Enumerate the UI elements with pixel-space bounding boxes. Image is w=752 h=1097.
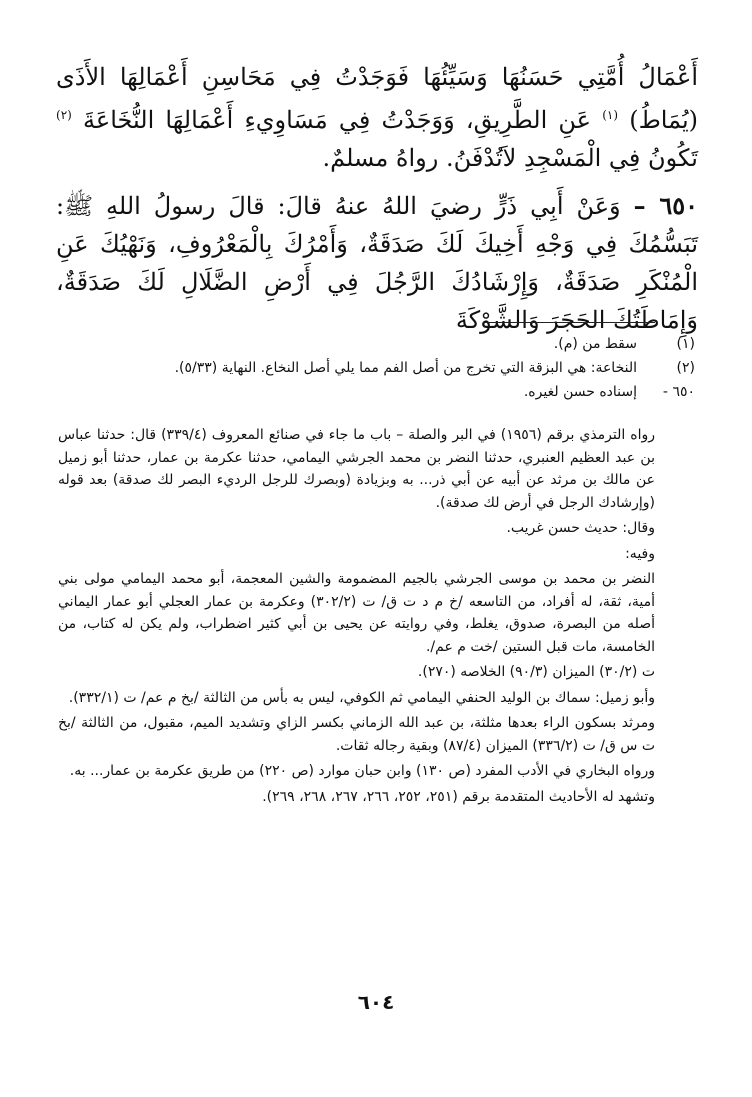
footnote-marker-1: (١) <box>602 108 619 122</box>
footnote-item <box>58 380 695 404</box>
takhrij-paragraph: وأبو زميل: سماك بن الوليد الحنفي اليمامي ثم الكوفي، ليس به بأس من الثالثة /بخ م عم/ ت (٣٣٢/١). <box>68 689 655 706</box>
takhrij-paragraph: النضر بن محمد بن موسى الجرشي بالجيم المضمومة والشين المعجمة، أبو محمد اليمامي مولى بني أمية، ثقة، له أفراد، من التاسعه /خ م د ت ق/ ت (٣٠٢/٢) وعكرمة بن عمار العجلي أبو عمار اليماني أصله من البصرة، صدوق، يغلط، وفي روايته عن يحيى بن أبي كثير اضطراب، ولم يكن له كتاب، من الخامسة، مات قبل الستين /خت م عم/. <box>58 571 655 655</box>
takhrij-paragraph: ت (٣٠/٢) الميزان (٩٠/٣) الخلاصه (٢٧٠). <box>417 664 655 680</box>
takhrij-notes <box>58 424 655 811</box>
hadith-number: ٦٥٠ – <box>633 191 699 220</box>
footnote-marker: (١) <box>676 336 695 352</box>
intro-part-2: عَنِ الطَّرِيقِ، وَوَجَدْتُ فِي مَسَاوِيءِ أَعْمَالِهَا النُّخَاعَةَ <box>83 106 592 134</box>
hadith-650 <box>56 187 698 339</box>
takhrij-paragraph: رواه الترمذي برقم (١٩٥٦) في البر والصلة – باب ما جاء في صنائع المعروف (٣٣٩/٤) قال: حدثنا عباس بن عبد العظيم العنبري، حدثنا النضر بن محمد الجرشي اليمامي، حدثنا عكرمة بن عمار، حدثنا أبو زميل عن مالك بن مرثد عن أبيه عن أبي ذر... به وبزيادة (وبصرك للرجل الرديء البصر لك صدقة) بعد قوله (وإرشادك الرجل في أرض لك صدقة). <box>58 427 655 511</box>
footnote-divider <box>483 322 655 323</box>
takhrij-paragraph: ومرثد بسكون الراء بعدها مثلثة، بن عبد الله الزماني بكسر الزاي وتشديد الميم، مقبول، من الثالثة /بخ ت س ق/ ت (٣٣٦/٢) الميزان (٨٧/٤) وبقية رجاله ثقات. <box>58 715 655 754</box>
takhrij-paragraph: وقال: حديث حسن غريب. <box>506 520 655 536</box>
footnote-item <box>58 356 695 380</box>
takhrij-paragraph: وفيه: <box>625 545 655 562</box>
takhrij-paragraph: ورواه البخاري في الأدب المفرد (ص ١٣٠) وابن حبان موارد (ص ٢٢٠) من طريق عكرمة بن عمار... به. <box>69 763 655 779</box>
footnote-marker: (٢) <box>676 360 695 376</box>
main-text <box>56 58 698 339</box>
hadith-649-continuation <box>56 58 698 177</box>
intro-part-3: تَكُونُ فِي الْمَسْجِدِ لاَتُدْفَنُ. رواهُ مسلمٌ. <box>322 144 698 172</box>
page-number: ٦٠٤ <box>357 990 395 1014</box>
footnote-marker-2: (٢) <box>56 108 72 122</box>
footnotes <box>58 332 695 404</box>
hadith-650-text: وَعَنْ أَبِي ذَرٍّ رضيَ اللهُ عنهُ قالَ: قالَ رسولُ اللهِ ﷺ: تَبَسُّمُكَ فِي وَجْهِ أَخِيكَ لَكَ صَدَقَةٌ، وَأَمْرُكَ بِالْمَعْرُوفِ، وَنَهْيُكَ عَنِ الْمُنْكَرِ صَدَقَةٌ، وَإِرْشَادُكَ الرَّجُلَ فِي أَرْضِ الضَّلَالِ لَكَ صَدَقَةٌ، وَإِمَاطَتُكَ الحَجَرَ وَالشَّوْكَةَ <box>56 192 698 334</box>
footnote-text: سقط من (م). <box>553 336 637 352</box>
footnote-text: النخاعة: هي البزقة التي تخرج من أصل الفم مما يلي أصل النخاع. النهاية (٥/٣٣). <box>174 360 637 376</box>
footnote-item <box>58 332 695 356</box>
takhrij-paragraph: وتشهد له الأحاديث المتقدمة برقم (٢٥١، ٢٥٢، ٢٦٦، ٢٦٧، ٢٦٨، ٢٦٩). <box>262 788 655 805</box>
footnote-text: إسناده حسن لغيره. <box>523 384 637 400</box>
footnote-marker: ٦٥٠ - <box>662 384 695 400</box>
intro-part-1: أَعْمَالُ أُمَّتِي حَسَنُهَا وَسَيِّئُهَا فَوَجَدْتُ فِي مَحَاسِنِ أَعْمَالِهَا الأَذَى (يُمَاطُ) <box>56 63 699 134</box>
